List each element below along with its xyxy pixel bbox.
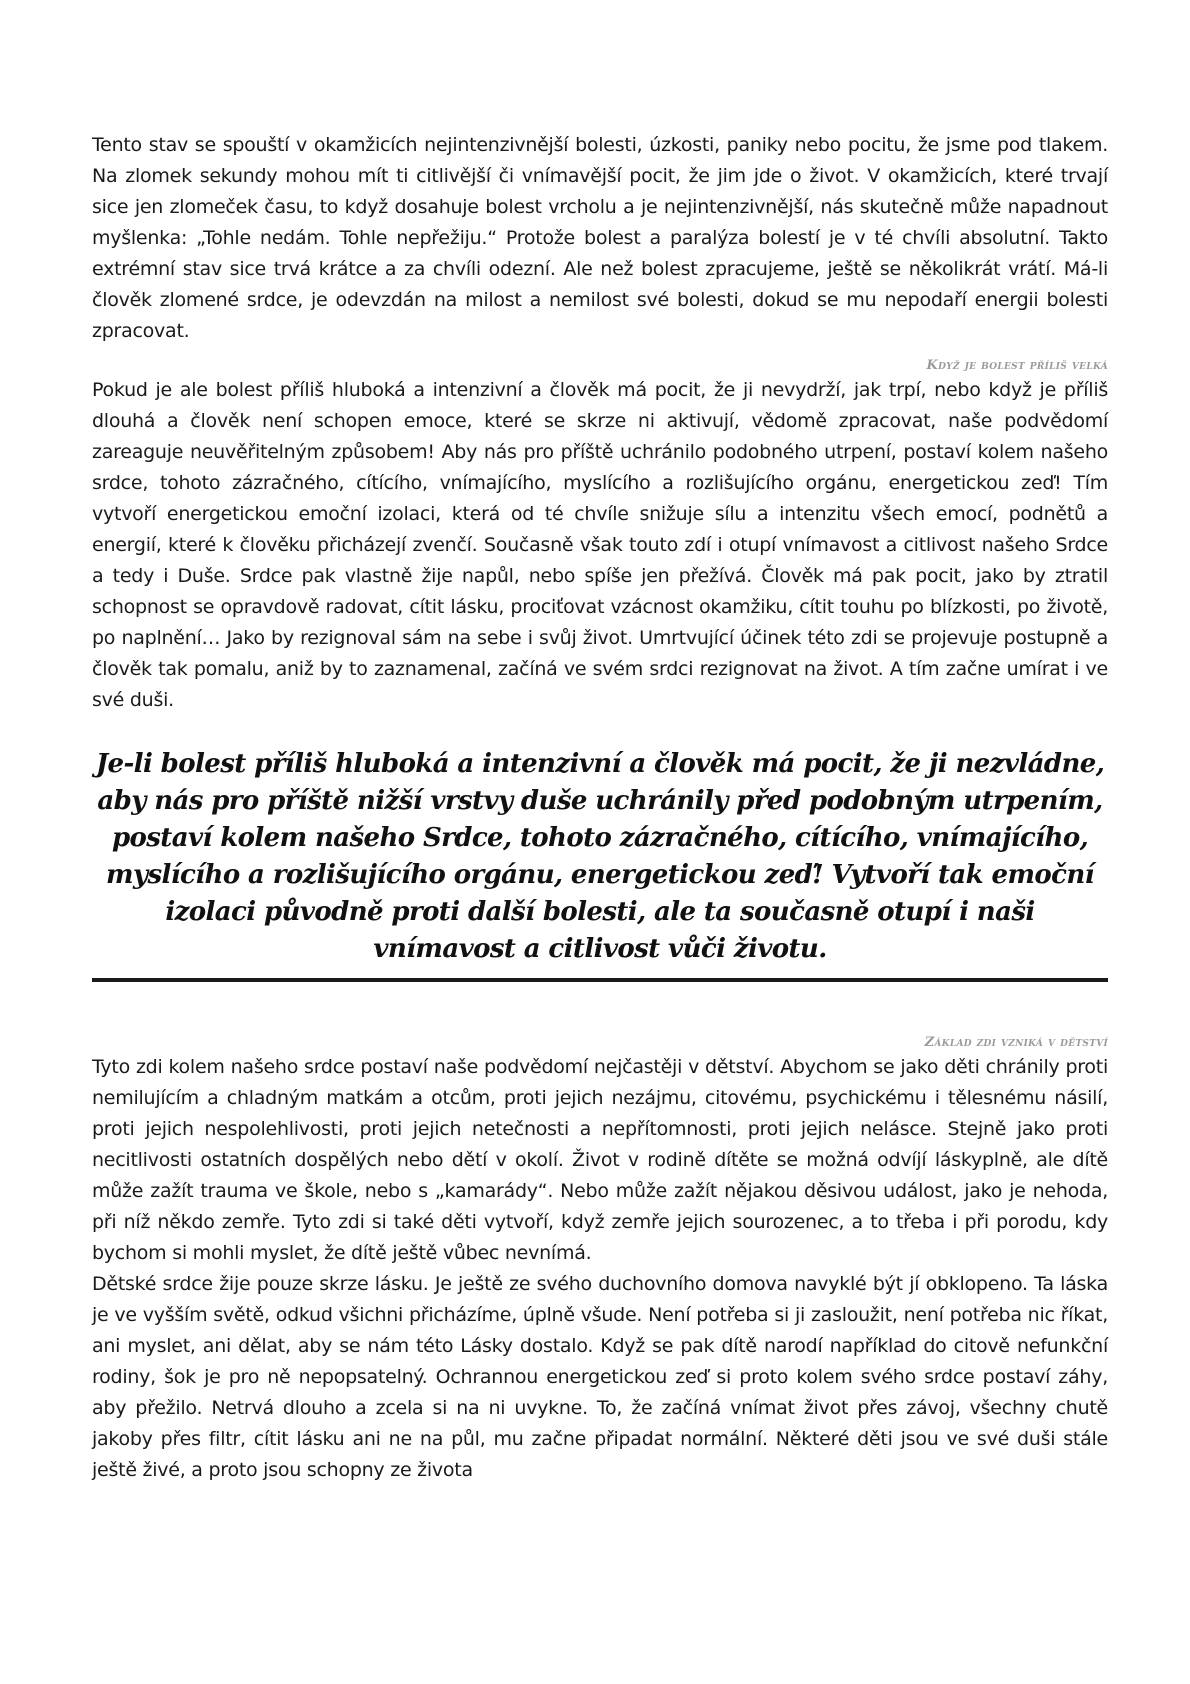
section-heading-text: Když je bolest příliš velká (926, 358, 1108, 373)
spacer (92, 982, 1108, 1024)
section-heading (92, 1034, 1108, 1051)
body-paragraph: Tento stav se spouští v okamžicích nejintenzivnější bolesti, úzkosti, paniky nebo pocitu, že jsme pod tlakem. Na zlomek sekundy mohou mít ti citlivější či vnímavější pocit, že jim jde o život. V okamžicích, které trvají sice jen zlomeček času, to když dosahuje bolest vrcholu a je nejintenzivnější, nás skutečně může napadnout myšlenka: „Tohle nedám. Tohle nepřežiju.“ Protože bolest a paralýza bolestí je v té chvíli absolutní. Takto extrémní stav sice trvá krátce a za chvíli odezní. Ale než bolest zpracujeme, ještě se několikrát vrátí. Má-li člověk zlomené srdce, je odevzdán na milost a nemilost své bolesti, dokud se mu nepodaří energii bolesti zpracovat. (92, 134, 1108, 342)
body-paragraph: Dětské srdce žije pouze skrze lásku. Je ještě ze svého duchovního domova navyklé být jí obklopeno. Ta láska je ve vyšším světě, odkud všichni přicházíme, úplně všude. Není potřeba si ji zasloužit, není potřeba nic říkat, ani myslet, ani dělat, aby se nám této Lásky dostalo. Když se pak dítě narodí například do citově nefunkční rodiny, šok je pro ně nepopsatelný. Ochrannou energetickou zeď si proto kolem svého srdce postaví záhy, aby přežilo. Netrvá dlouho a zcela si na ni uvykne. To, že začíná vnímat život přes závoj, všechny chutě jakoby přes filtr, cítit lásku ani ne na půl, mu začne připadat normální. Některé děti jsou ve své duši stále ještě živé, a proto jsou schopny ze života (92, 1273, 1108, 1481)
section-heading-text: Základ zdi vzniká v dětství (924, 1035, 1108, 1050)
pull-quote: Je-li bolest příliš hluboká a intenzivní a člověk má pocit, že ji nezvládne, aby nás pro příště nižší vrstvy duše uchránily před podobným utrpením, postaví kolem našeho Srdce, tohoto zázračného, cítícího, vnímajícího, myslícího a rozlišujícího orgánu, energetickou zeď! Vytvoří tak emoční izolaci původně proti další bolesti, ale ta současně otupí i naši vnímavost a citlivost vůči životu. (92, 746, 1108, 982)
body-paragraph: Tyto zdi kolem našeho srdce postaví naše podvědomí nejčastěji v dětství. Abychom se jako děti chránily proti nemilujícím a chladným matkám a otcům, proti jejich nezájmu, citovému, psychickému i tělesnému násilí, proti jejich nespolehlivosti, proti jejich netečnosti a nepřítomnosti, proti jejich nelásce. Stejně jako proti necitlivosti ostatních dospělých nebo dětí v okolí. Život v rodině dítěte se možná odvíjí láskyplně, ale dítě může zažít trauma ve škole, nebo s „kamarády“. Nebo může zažít nějakou děsivou událost, jako je nehoda, při níž někdo zemře. Tyto zdi si také děti vytvoří, když zemře jejich sourozenec, a to třeba i při porodu, kdy bychom si mohli myslet, že dítě ještě vůbec nevnímá. (92, 1056, 1108, 1264)
section-heading (92, 357, 1108, 374)
body-paragraph: Pokud je ale bolest příliš hluboká a intenzivní a člověk má pocit, že ji nevydrží, jak trpí, nebo když je příliš dlouhá a člověk není schopen emoce, které se skrze ni aktivují, vědomě zpracovat, naše podvědomí zareaguje neuvěřitelným způsobem! Aby nás pro příště uchránilo podobného utrpení, postaví kolem našeho srdce, tohoto zázračného, cítícího, vnímajícího, myslícího a rozlišujícího orgánu, energetickou zeď! Tím vytvoří energetickou emoční izolaci, která od té chvíle snižuje sílu a intenzitu všech emocí, podnětů a energií, které k člověku přicházejí zvenčí. Současně však touto zdí i otupí vnímavost a citlivost našeho Srdce a tedy i Duše. Srdce pak vlastně žije napůl, nebo spíše jen přežívá. Člověk má pak pocit, jako by ztratil schopnost se opravdově radovat, cítit lásku, prociťovat vzácnost okamžiku, cítit touhu po blízkosti, po životě, po naplnění… Jako by rezignoval sám na sebe i svůj život. Umrtvující účinek této zdi se projevuje postupně a člověk tak pomalu, aniž by to zaznamenal, začíná ve svém srdci rezignovat na život. A tím začne umírat i ve své duši. (92, 379, 1108, 711)
